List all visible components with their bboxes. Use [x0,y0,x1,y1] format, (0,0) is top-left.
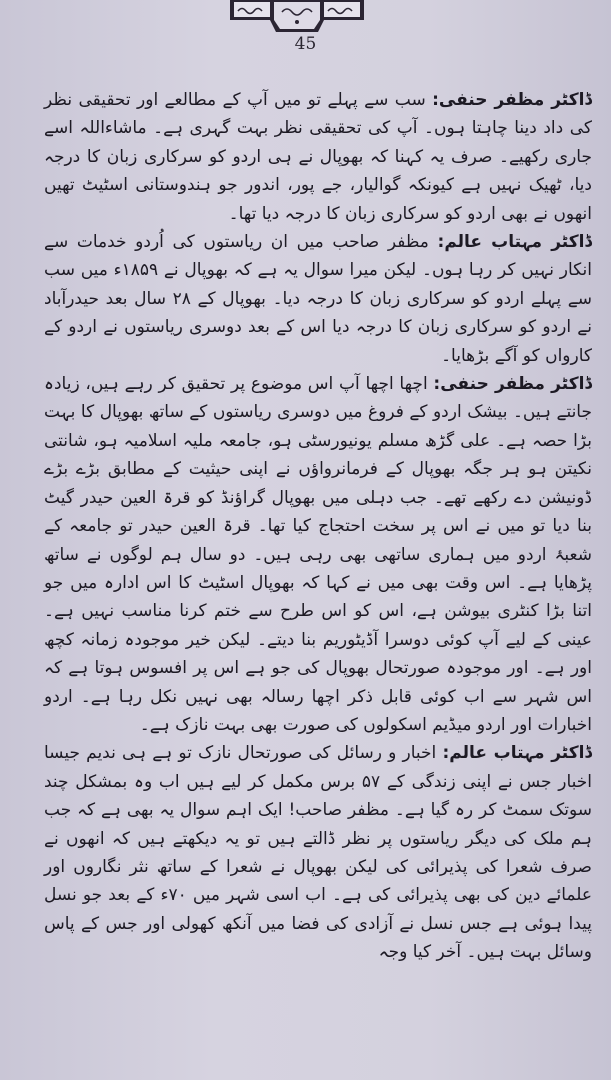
dialogue-paragraph [44,86,592,228]
dialogue-paragraph [44,228,592,370]
speaker-name: ڈاکٹر مہتاب عالم: [437,232,592,253]
page-number: 45 [294,34,317,54]
dialogue-text: سب سے پہلے تو میں آپ کے مطالعے اور تحقیقی نظر کی داد دینا چاہتا ہوں۔ آپ کی تحقیقی نظر بہت گہری ہے۔ ماشاءاللہ اسے جاری رکھیے۔ صرف یہ کہنا کہ بھوپال نے ہی اردو کو سرکاری زبان کا درجہ دیا، ٹھیک نہیں ہے کیونکہ گوالیار، جے پور، اندور جو ہندوستانی اسٹیٹ تھیں انھوں نے بھی اردو کو سرکاری زبان کا درجہ دیا تھا۔ [44,90,592,224]
speaker-name: ڈاکٹر مظفر حنفی: [433,374,592,395]
dialogue-paragraph [44,739,592,966]
dialogue-text: اچھا اچھا آپ اس موضوع پر تحقیق کر رہے ہیں، زیادہ جانتے ہیں۔ بیشک اردو کے فروغ میں دوسری ریاستوں کے ساتھ بھوپال کا بہت بڑا حصہ ہے۔ علی گڑھ مسلم یونیورسٹی ہو، جامعہ ملیہ اسلامیہ ہو، شانتی نکیتن ہو ہر جگہ بھوپال کے فرمانرواؤں نے اپنی حیثیت کے مطابق بڑے بڑے ڈونیشن دے رکھے تھے۔ جب دہلی میں بھوپال گراؤنڈ کو قرۃ العین حیدر گیٹ بنا دیا تو میں نے اس پر سخت احتجاج کیا تھا۔ قرۃ العین حیدر تو جامعہ کے شعبۂ اردو میں ہماری ساتھی بھی رہی ہیں۔ دو سال ہم لوگوں نے ساتھ پڑھایا ہے۔ اس وقت بھی میں نے کہا کہ بھوپال اسٹیٹ کا اس ادارہ میں جو اتنا بڑا کنٹری بیوشن ہے، اس کو اس طرح سے ختم کرنا مناسب نہیں ہے۔ عینی کے لیے آپ کوئی دوسرا آڈیٹوریم بنا دیتے۔ لیکن خیر موجودہ زمانہ کچھ اور ہے۔ اور موجودہ صورتحال بھوپال کی جو ہے اس پر افسوس ہوتا ہے کہ اس شہر سے اب کوئی قابل ذکر اچھا رسالہ بھی نہیں نکل رہا ہے۔ اردو اخبارات اور اردو میڈیم اسکولوں کی صورت بھی بہت نازک ہے۔ [44,374,592,735]
book-emblem-icon [226,0,368,34]
book-header-emblem [226,0,368,34]
dialogue-text: مظفر صاحب میں ان ریاستوں کی اُردو خدمات سے انکار نہیں کر رہا ہوں۔ لیکن میرا سوال یہ ہے کہ بھوپال نے ۱۸۵۹ء میں سب سے پہلے اردو کو سرکاری زبان کا درجہ دیا۔ بھوپال کے ۲۸ سال بعد حیدرآباد نے اردو کو سرکاری زبان کا درجہ دیا اس کے بعد دوسری ریاستوں نے اردو کے کارواں کو آگے بڑھایا۔ [44,232,593,366]
speaker-name: ڈاکٹر مہتاب عالم: [442,743,592,764]
dialogue-text: اخبار و رسائل کی صورتحال نازک تو ہے ہی ندیم جیسا اخبار جس نے اپنی زندگی کے ۵۷ برس مکمل کر لیے ہیں اب وہ بمشکل چند سوتک سمٹ کر رہ گیا ہے۔ مظفر صاحب! ایک اہم سوال یہ بھی ہے کہ جب ہم ملک کی دیگر ریاستوں پر نظر ڈالتے ہیں تو یہ دیکھتے ہیں کہ انھوں نے صرف شعرا کی پذیرائی کی لیکن بھوپال نے شعرا کے ساتھ نثر نگاروں اور علمائے دین کی بھی پذیرائی کی ہے۔ اب اسی شہر میں ۷۰ء کے بعد جو نسل پیدا ہوئی ہے جس نسل نے آزادی کی فضا میں آنکھ کھولی اور جس کے پاس وسائل بہت ہیں۔ آخر کیا وجہ [44,743,593,963]
dialogue-paragraph [44,370,592,739]
interview-text [44,86,592,967]
speaker-name: ڈاکٹر مظفر حنفی: [432,90,592,110]
